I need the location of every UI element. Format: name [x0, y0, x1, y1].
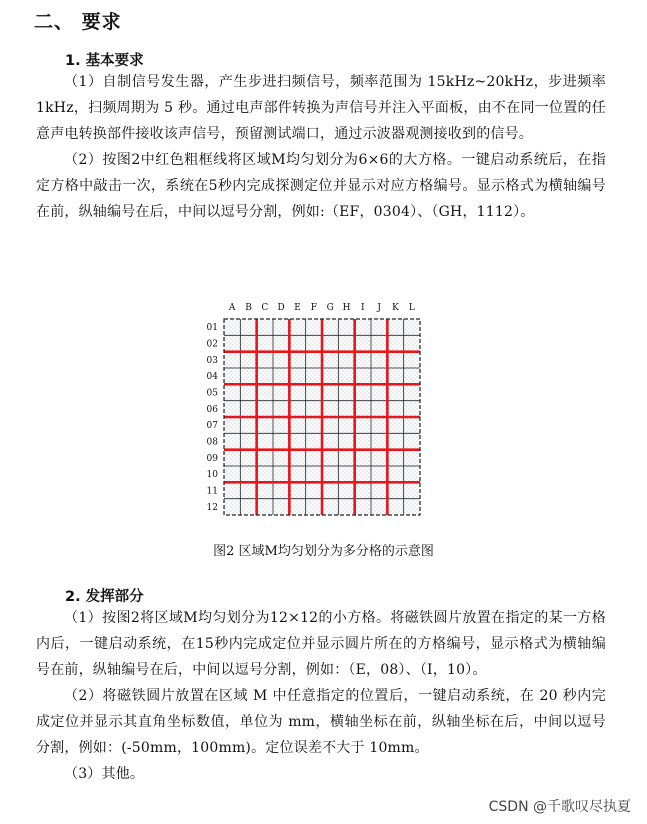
advanced-paragraph-3: （3）其他。 [64, 766, 145, 782]
column-label: G [326, 303, 334, 313]
column-label: H [342, 303, 351, 313]
basic-paragraph-2: （2）按图2中红色粗框线将区域M均匀划分为6×6的大方格。一键启动系统后，在指定方格中敲击一次，系统在5秒内完成探测定位并显示对应方格编号。显示格式为横轴编号在前，纵轴编号在后，中间以逗号分割，例如:（EF，0304）、（GH，1112）。 [36, 152, 606, 220]
row-label: 08 [206, 437, 218, 448]
row-label: 04 [206, 372, 218, 383]
advanced-heading: 2. 发挥部分 [65, 589, 144, 605]
column-label: C [261, 303, 269, 313]
grid-figure [198, 298, 428, 524]
row-label: 05 [206, 388, 218, 399]
column-label: I [361, 303, 365, 313]
column-label: E [294, 303, 301, 313]
figure-caption: 图2 区域M均匀划分为多分格的示意图 [213, 544, 434, 559]
column-label: A [228, 303, 236, 313]
column-label: J [377, 303, 381, 313]
grid-diagram [198, 298, 428, 520]
row-label: 12 [206, 502, 218, 513]
basic-requirements-heading: 1. 基本要求 [65, 53, 144, 69]
row-label: 01 [206, 323, 218, 334]
column-label: F [310, 303, 317, 313]
advanced-paragraph-1: （1）按图2将区域M均匀划分为12×12的小方格。将磁铁圆片放置在指定的某一方格内后，一键启动系统，在15秒内完成定位并显示圆片所在的方格编号，显示格式为横轴编号在前，纵轴编号在后，中间以逗号分割，例如：（E，08）、（I，10）。 [36, 610, 606, 678]
section-heading: 二、 要求 [34, 11, 122, 33]
row-label: 02 [206, 339, 218, 350]
watermark: CSDN @千歌叹尽执夏 [488, 799, 631, 815]
row-label: 09 [206, 453, 218, 464]
advanced-paragraph-2: （2）将磁铁圆片放置在区域 M 中任意指定的位置后，一键启动系统，在 20 秒内完成定位并显示其直角坐标数值，单位为 mm，横轴坐标在前，纵轴坐标在后，中间以逗号分割，例如：(-50mm，100mm)。定位误差不大于 10mm。 [36, 688, 606, 756]
column-label: D [277, 303, 285, 313]
column-label: L [408, 303, 415, 313]
basic-paragraph-1: （1）自制信号发生器，产生步进扫频信号，频率范围为 15kHz~20kHz，步进频率 1kHz，扫频周期为 5 秒。通过电声部件转换为声信号并注入平面板，由不在同一位置的任意声电转换部件接收该声信号，预留测试端口，通过示波器观测接收到的信号。 [36, 74, 606, 142]
column-label: B [245, 303, 252, 313]
row-label: 03 [206, 355, 218, 366]
row-label: 11 [206, 486, 218, 497]
basic-requirements-body [36, 69, 606, 225]
column-label: K [392, 303, 399, 313]
row-label: 07 [206, 421, 218, 432]
advanced-body [36, 605, 606, 787]
row-label: 10 [206, 470, 218, 481]
row-label: 06 [206, 404, 218, 415]
